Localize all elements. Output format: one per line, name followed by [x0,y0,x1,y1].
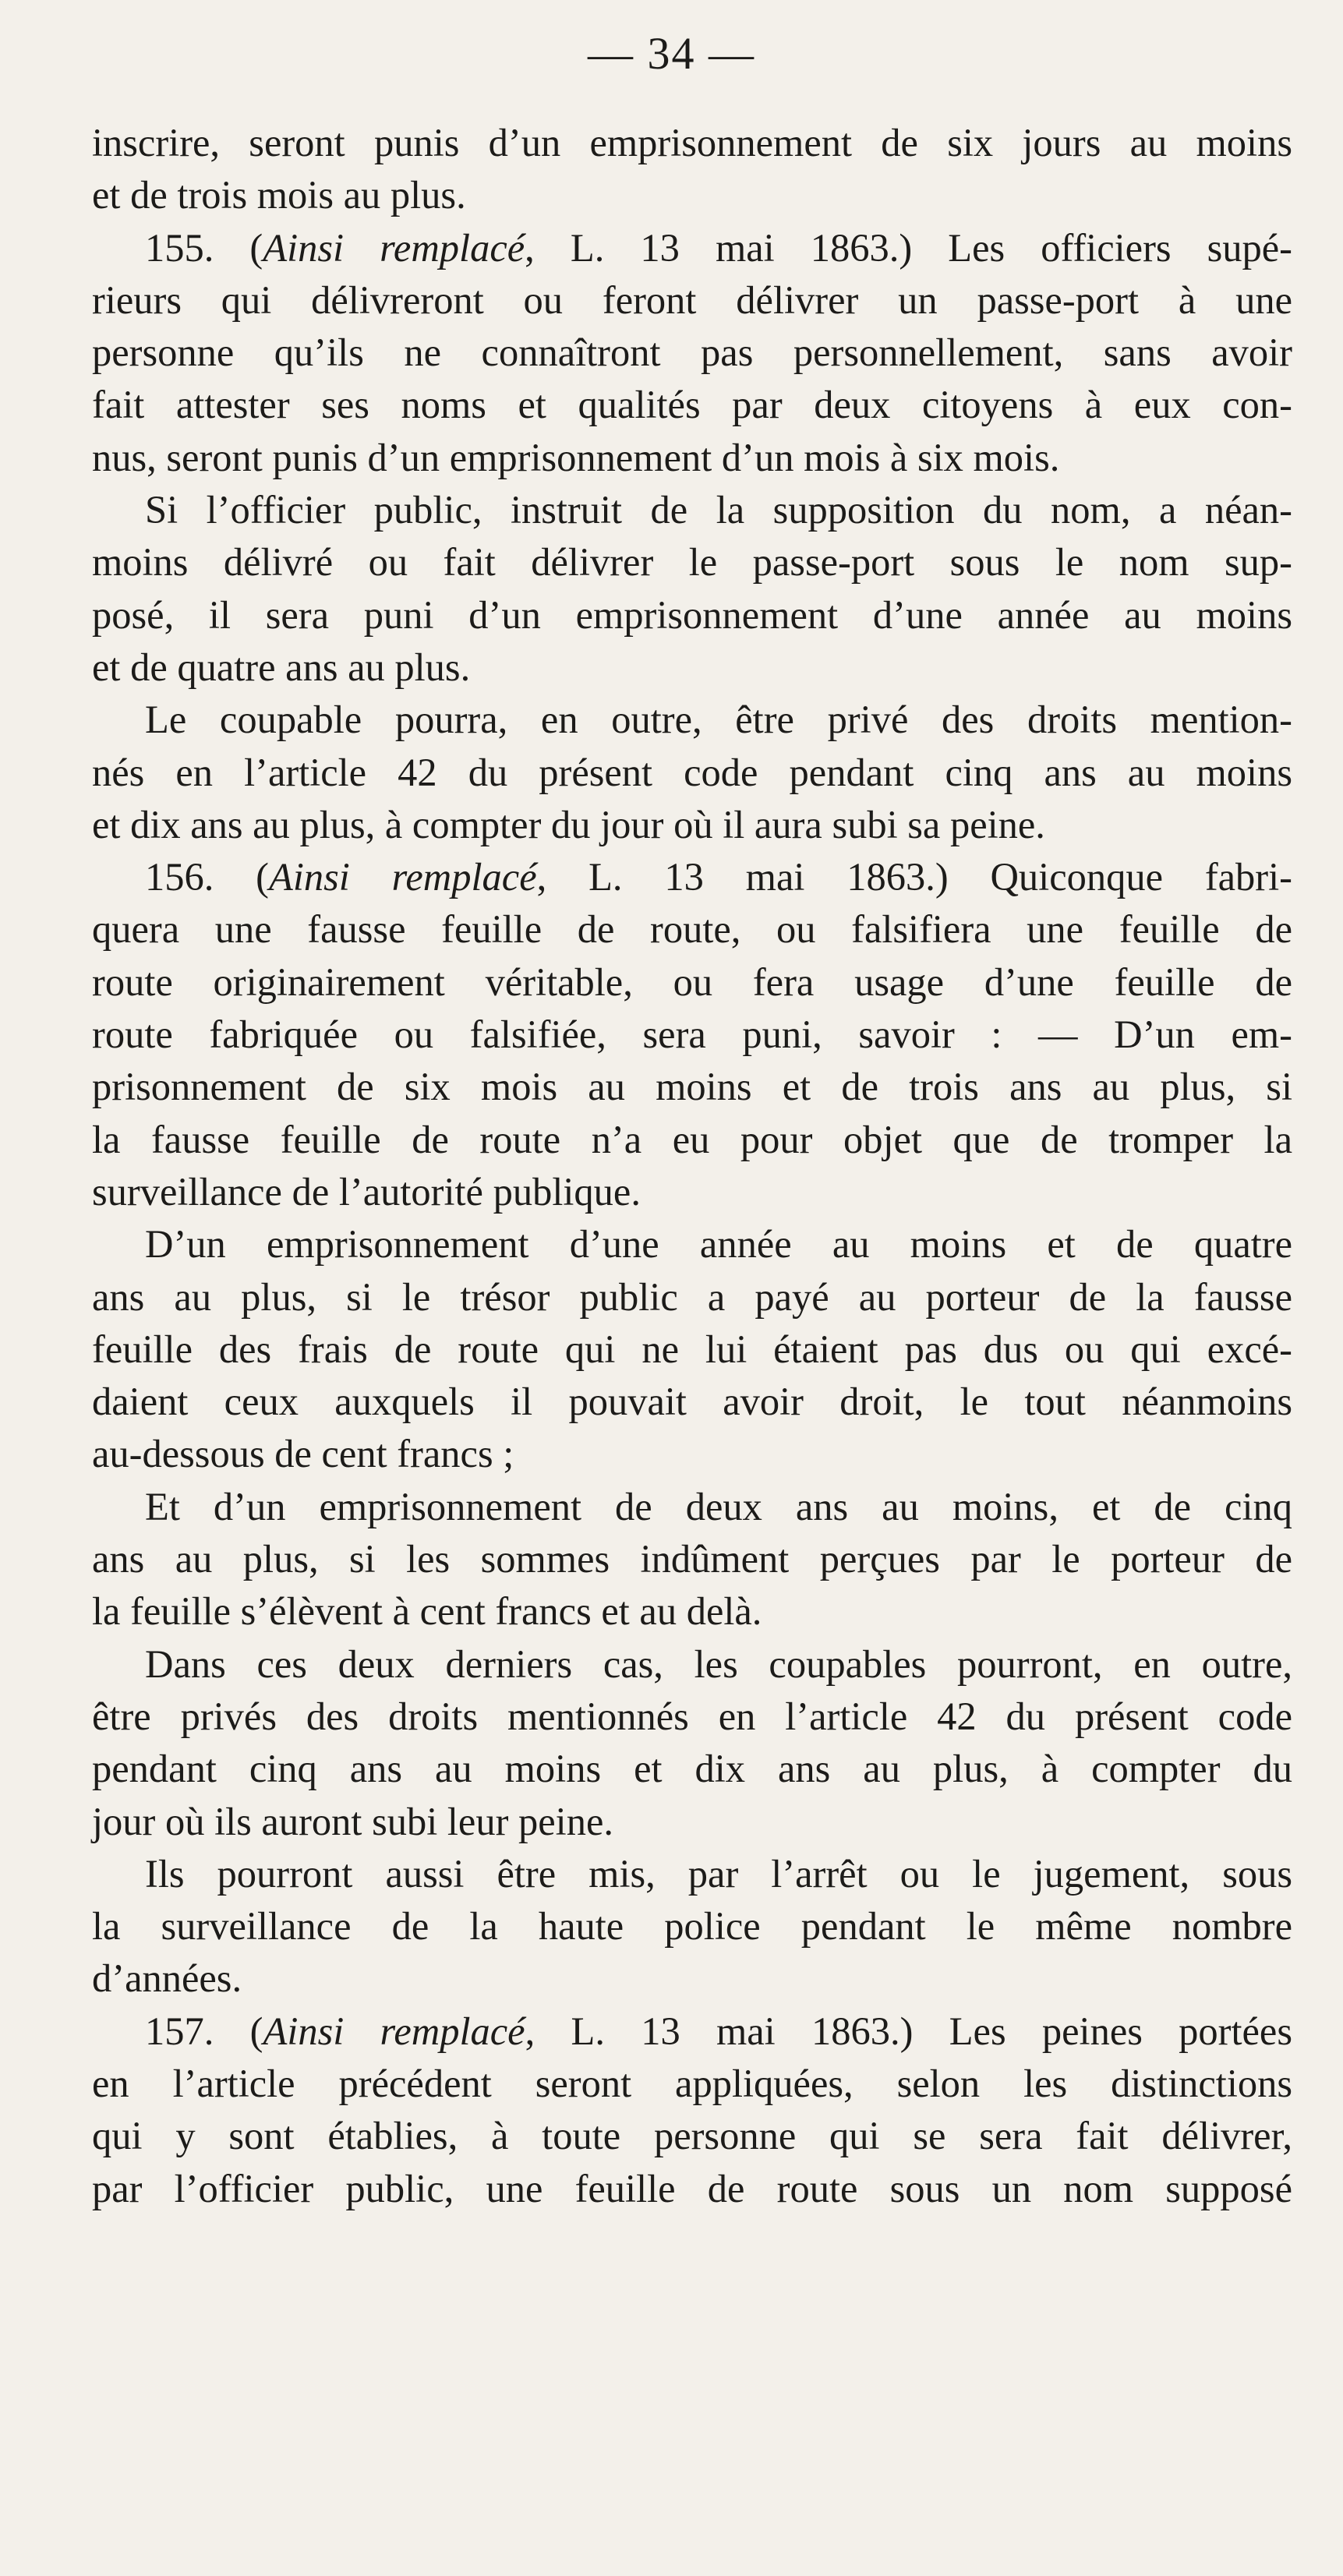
text-line: qui y sont établies, à toute personne qui se sera fait délivrer, [92,2114,1292,2158]
text-line: et de quatre ans au plus. [92,645,471,689]
text-line [92,851,1292,903]
text-line: feuille des frais de route qui ne lui étaient pas dus ou qui excé- [92,1327,1292,1371]
text-line: nés en l’article 42 du présent code pendant cinq ans au moins [92,750,1292,794]
text-line: ans au plus, si les sommes indûment perçues par le porteur de [92,1537,1292,1581]
text-line: daient ceux auxquels il pouvait avoir droit, le tout néanmoins [92,1380,1292,1424]
text-line: Ils pourront aussi être mis, par l’arrêt ou le jugement, sous [145,1851,1292,1896]
text-line: inscrire, seront punis d’un emprisonnement de six jours au moins [92,121,1292,164]
text-line: moins délivré ou fait délivrer le passe-port sous le nom sup- [92,540,1292,585]
text-line: nus, seront punis d’un emprisonnement d’un mois à six mois. [92,435,1060,479]
text-line: par l’officier public, une feuille de route sous un nom supposé [92,2166,1292,2210]
text-line: rieurs qui délivreront ou feront délivrer un passe-port à une [92,277,1292,322]
text-segment: , L. 13 mai 1863.) Les officiers supé- [525,225,1292,270]
text-line: la surveillance de la haute police pendant le même nombre [92,1904,1292,1949]
text-segment: 155. ( [145,225,263,270]
text-line: D’un emprisonnement d’une année au moins et de quatre [145,1222,1292,1267]
text-line: Le coupable pourra, en outre, être privé des droits mention- [145,698,1292,742]
text-line: en l’article précédent seront appliquées, selon les distinctions [92,2061,1292,2105]
text-line: et de trois mois au plus. [92,173,466,217]
text-line: pendant cinq ans au moins et dix ans au plus, à compter du [92,1747,1292,1791]
text-line: ans au plus, si le trésor public a payé au porteur de la fausse [92,1274,1292,1319]
text-segment: , L. 13 mai 1863.) Les peines portées [525,2009,1292,2053]
text-line: jour où ils auront subi leur peine. [92,1799,614,1843]
text-line: fait attester ses noms et qualités par deux citoyens à eux con- [92,383,1292,427]
text-line: Si l’officier public, instruit de la supposition du nom, a néan- [145,488,1292,532]
text-line: au-dessous de cent francs ; [92,1432,514,1476]
text-line: être privés des droits mentionnés en l’article 42 du présent code [92,1694,1292,1738]
text-line [92,2005,1292,2058]
text-line: route fabriquée ou falsifiée, sera puni, savoir : — D’un em- [92,1012,1292,1057]
text-line: la feuille s’élèvent à cent francs et au delà. [92,1589,762,1634]
body-text [92,117,1292,2215]
text-line: Dans ces deux derniers cas, les coupables pourront, en outre, [145,1641,1292,1686]
text-line [92,222,1292,274]
italic-citation: Ainsi remplacé [269,855,537,899]
page-number: — 34 — [588,28,755,79]
text-line: route originairement véritable, ou fera usage d’une feuille de [92,959,1292,1004]
text-line: surveillance de l’autorité publique. [92,1169,641,1214]
text-line: posé, il sera puni d’un emprisonnement d’une année au moins [92,592,1292,637]
text-line: Et d’un emprisonnement de deux ans au moins, et de cinq [145,1484,1292,1528]
text-segment: 157. ( [145,2009,263,2053]
text-segment: 156. ( [145,855,269,899]
text-line: prisonnement de six mois au moins et de trois ans au plus, si [92,1065,1292,1109]
text-line: quera une fausse feuille de route, ou falsifiera une feuille de [92,907,1292,952]
text-line: et dix ans au plus, à compter du jour où il aura subi sa peine. [92,802,1045,846]
text-line: d’années. [92,1956,242,2001]
text-line: personne qu’ils ne connaîtront pas personnellement, sans avoir [92,330,1292,375]
italic-citation: Ainsi remplacé [263,225,525,270]
italic-citation: Ainsi remplacé [263,2009,525,2053]
text-segment: , L. 13 mai 1863.) Quiconque fabri- [536,855,1292,899]
text-line: la fausse feuille de route n’a eu pour objet que de tromper la [92,1117,1292,1161]
